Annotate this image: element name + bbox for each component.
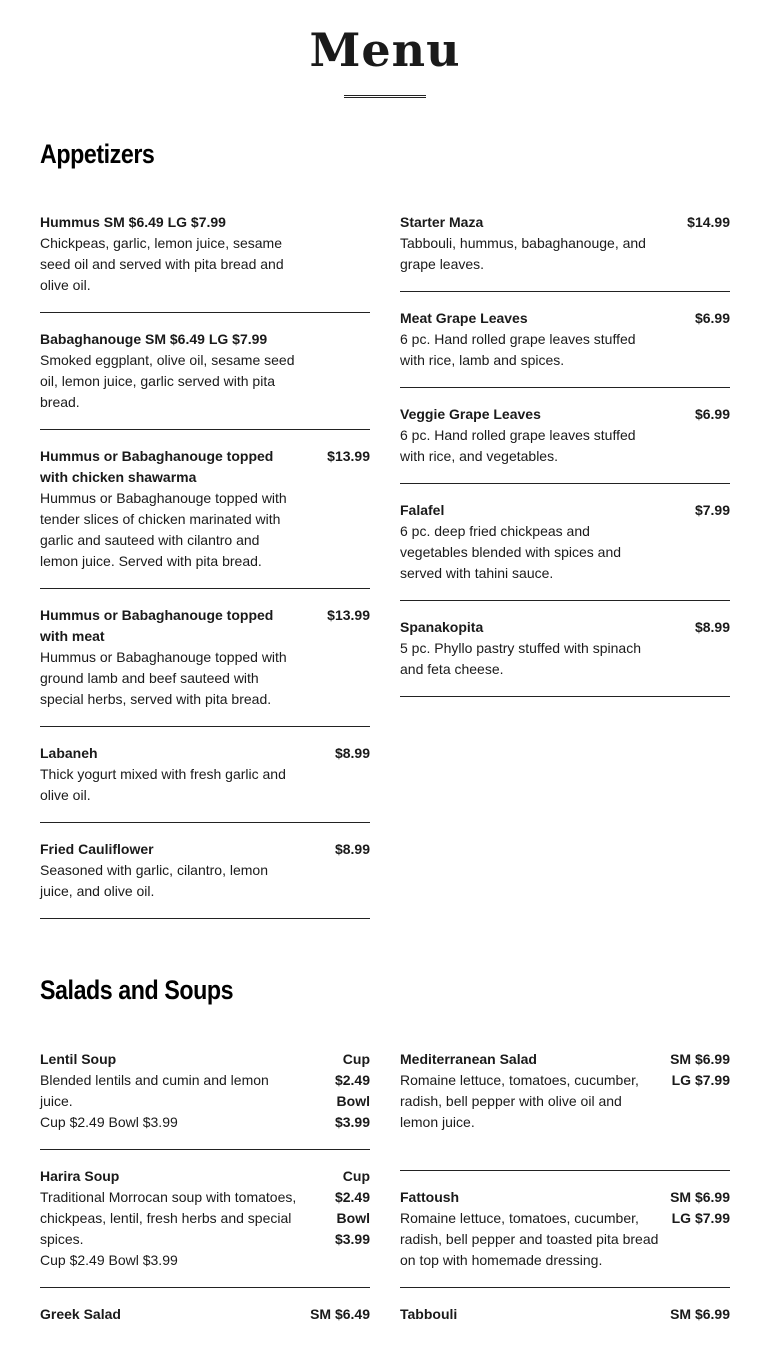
menu-item <box>40 1166 370 1288</box>
menu-item <box>40 212 370 313</box>
item-name: Hummus SM $6.49 LG $7.99 <box>40 214 226 230</box>
item-description: Tabbouli, hummus, babaghanouge, and grape leaves. <box>400 235 646 272</box>
menu-item <box>400 212 730 292</box>
item-name: Spanakopita <box>400 619 484 635</box>
item-price: $8.99 <box>334 841 370 857</box>
menu-item <box>40 1049 370 1150</box>
item-description: 5 pc. Phyllo pastry stuffed with spinach and feta cheese. <box>400 640 641 677</box>
item-price: $13.99 <box>327 607 370 623</box>
item-description: Traditional Morrocan soup with tomatoes, chickpeas, lentil, fresh herbs and special spices. Cup $2.49 Bowl $3.99 <box>40 1189 297 1268</box>
item-description: Hummus or Babaghanouge topped with ground lamb and beef sauteed with special herbs, served with pita bread. <box>40 649 287 707</box>
menu-item <box>400 404 730 484</box>
item-name: Babaghanouge SM $6.49 LG $7.99 <box>40 331 268 347</box>
item-name: Labaneh <box>40 745 98 761</box>
appetizers-right-column <box>400 212 730 713</box>
page-title: Menu <box>309 23 461 77</box>
item-description: Romaine lettuce, tomatoes, cucumber, radish, bell pepper and toasted pita bread on top with homemade dressing. <box>400 1210 659 1268</box>
menu-item <box>40 839 370 919</box>
item-description: Hummus or Babaghanouge topped with tender slices of chicken marinated with garlic and sauteed with cilantro and lemon juice. Served with pita bread. <box>40 490 287 569</box>
item-price: $7.99 <box>694 502 730 518</box>
item-name: Tabbouli <box>400 1306 458 1322</box>
item-price: $14.99 <box>687 214 730 230</box>
item-description: 6 pc. Hand rolled grape leaves stuffed with rice, lamb and spices. <box>400 331 636 368</box>
item-price: $8.99 <box>694 619 730 635</box>
item-name: Hummus or Babaghanouge topped with chicken shawarma <box>40 448 274 485</box>
salads-left-column <box>40 1049 370 1357</box>
item-name: Veggie Grape Leaves <box>400 406 541 422</box>
menu-item <box>400 500 730 601</box>
item-description: Romaine lettuce, tomatoes, cucumber, radish, bell pepper with olive oil and lemon juice. <box>400 1072 639 1130</box>
item-name: Harira Soup <box>40 1168 120 1184</box>
item-description: Thick yogurt mixed with fresh garlic and olive oil. <box>40 766 286 803</box>
section-title-salads-soups: Salads and Soups <box>40 975 234 1005</box>
item-price: SM $6.49 <box>310 1306 370 1322</box>
item-description: Smoked eggplant, olive oil, sesame seed oil, lemon juice, garlic served with pita bread. <box>40 352 295 410</box>
item-price: SM $6.99 LG $7.99 <box>670 1189 730 1226</box>
item-price: $6.99 <box>694 406 730 422</box>
item-name: Greek Salad <box>40 1306 121 1322</box>
appetizers-left-column <box>40 212 370 935</box>
item-name: Hummus or Babaghanouge topped with meat <box>40 607 274 644</box>
item-price: Cup $2.49 Bowl $3.99 <box>334 1168 370 1247</box>
menu-item <box>400 1304 730 1341</box>
menu-item <box>400 1049 730 1171</box>
menu-item <box>40 446 370 589</box>
item-price: Cup $2.49 Bowl $3.99 <box>334 1051 370 1130</box>
item-name: Mediterranean Salad <box>400 1051 537 1067</box>
item-price: $6.99 <box>694 310 730 326</box>
item-price: SM $6.99 <box>670 1306 730 1322</box>
item-description: Blended lentils and cumin and lemon juice. Cup $2.49 Bowl $3.99 <box>40 1072 269 1130</box>
menu-item <box>40 743 370 823</box>
item-name: Falafel <box>400 502 445 518</box>
menu-item <box>40 1304 370 1341</box>
menu-item <box>400 1187 730 1288</box>
item-description: 6 pc. deep fried chickpeas and vegetables blended with spices and served with tahini sauce. <box>400 523 622 581</box>
item-name: Starter Maza <box>400 214 484 230</box>
section-title-appetizers: Appetizers <box>40 139 155 169</box>
item-price: $13.99 <box>327 448 370 464</box>
item-price: SM $6.99 LG $7.99 <box>670 1051 730 1088</box>
item-description: Chickpeas, garlic, lemon juice, sesame seed oil and served with pita bread and olive oil. <box>40 235 284 293</box>
menu-item <box>40 329 370 430</box>
item-description: Seasoned with garlic, cilantro, lemon juice, and olive oil. <box>40 862 269 899</box>
menu-item <box>400 617 730 697</box>
item-name: Lentil Soup <box>40 1051 117 1067</box>
title-divider <box>344 95 426 98</box>
menu-item <box>40 605 370 727</box>
item-name: Fattoush <box>400 1189 460 1205</box>
menu-item <box>400 308 730 388</box>
item-name: Fried Cauliflower <box>40 841 154 857</box>
item-description: 6 pc. Hand rolled grape leaves stuffed with rice, and vegetables. <box>400 427 636 464</box>
item-price: $8.99 <box>334 745 370 761</box>
salads-right-column <box>400 1049 730 1357</box>
item-name: Meat Grape Leaves <box>400 310 528 326</box>
